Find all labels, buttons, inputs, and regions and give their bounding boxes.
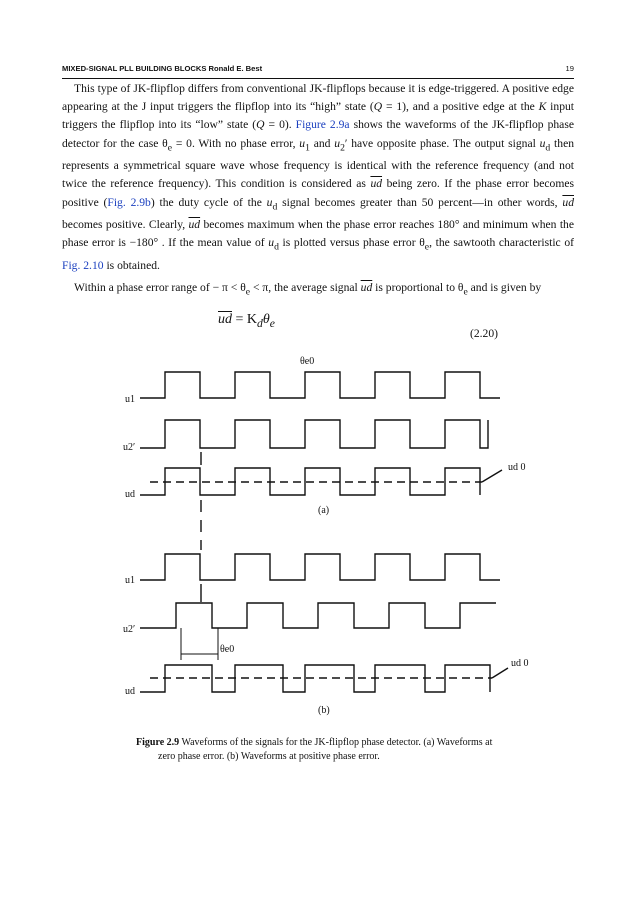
ud-label-b: ud [125, 686, 135, 697]
header-title: MIXED-SIGNAL PLL BUILDING BLOCKS Ronald E. Best [62, 64, 263, 73]
ud-mean-label-a: ud 0 [508, 462, 526, 473]
u1-label-a: u1 [125, 394, 135, 405]
figure-caption [136, 736, 556, 764]
u2-label-a: u2′ [123, 442, 136, 453]
u1-waveform-a [140, 372, 500, 398]
panel-a-label: (a) [318, 505, 330, 516]
theta-label-b: θe0 [220, 644, 235, 655]
ud-mean-pointer-a [482, 470, 502, 482]
u1-waveform-b [140, 554, 500, 580]
panel-b-label: (b) [318, 705, 330, 716]
caption-line-2: zero phase error. (b) Waveforms at positive phase error. [158, 751, 380, 762]
paragraph-2: Within a phase error range of − $\pi < \theta_e < \pi$, the average signal $\overline{ud}$ is proportional to $\theta_e$ and is given by [74, 280, 542, 298]
header-rule [62, 78, 574, 79]
body-text [62, 80, 574, 301]
figure-2-9b-link[interactable]: Fig. 2.9b [107, 195, 151, 209]
u2-waveform-a [140, 420, 488, 448]
u2-label-b: u2′ [123, 624, 136, 635]
figure-2-9a-link[interactable]: Figure 2.9a [295, 118, 350, 132]
waveform-figure [0, 340, 636, 730]
caption-label: Figure 2.9 [136, 737, 180, 748]
caption-line-1: Waveforms of the signals for the JK-flipflop phase detector. (a) Waveforms at [179, 737, 493, 748]
u2-waveform-b [140, 603, 496, 628]
ud-mean-label-b: ud 0 [511, 658, 529, 669]
figure-2-10-link[interactable]: Fig. 2.10 [62, 258, 104, 272]
page-number: 19 [565, 64, 574, 73]
theta-label-top: θe0 [300, 356, 315, 367]
ud-label-a: ud [125, 489, 135, 500]
paragraph-1: This type of JK-flipflop differs from conventional JK-flipflops because it is edge-triggered. A positive edge appearing at the J input triggers the flipflop into its “high” state (Q = 1), and a positive edge at the K input triggers the flipflop into its “low” state (Q = 0). Figure 2.9a shows the waveforms of the JK-flipflop phase detector for the case $\theta_e = 0$. With no phase error, $u_1$ and $u_2'$ have opposite phase. The output signal $u_d$ then represents a symmetrical square wave whose frequency is identical with the reference frequency (and not twice the reference frequency). This condition is considered as $\overline{ud}$ being zero. If the phase error becomes positive (Fig. 2.9b) the duty cycle of the $u_d$ signal becomes greater than 50 percent—in other words, $\overline{ud}$ becomes positive. Clearly, $\overline{ud}$ becomes maximum when the phase error reaches 180° and minimum when the phase error is −180° . If the mean value of $u_d$ is plotted versus phase error $\theta_e$, the sawtooth characteristic of Fig. 2.10 is obtained. [62, 82, 575, 272]
u1-label-b: u1 [125, 575, 135, 586]
equation-2-20: $\overline{ud} = K_d\theta_e$ [218, 312, 275, 330]
ud-mean-pointer-b [492, 668, 508, 678]
equation-number: (2.20) [470, 327, 499, 340]
running-header [62, 64, 574, 78]
